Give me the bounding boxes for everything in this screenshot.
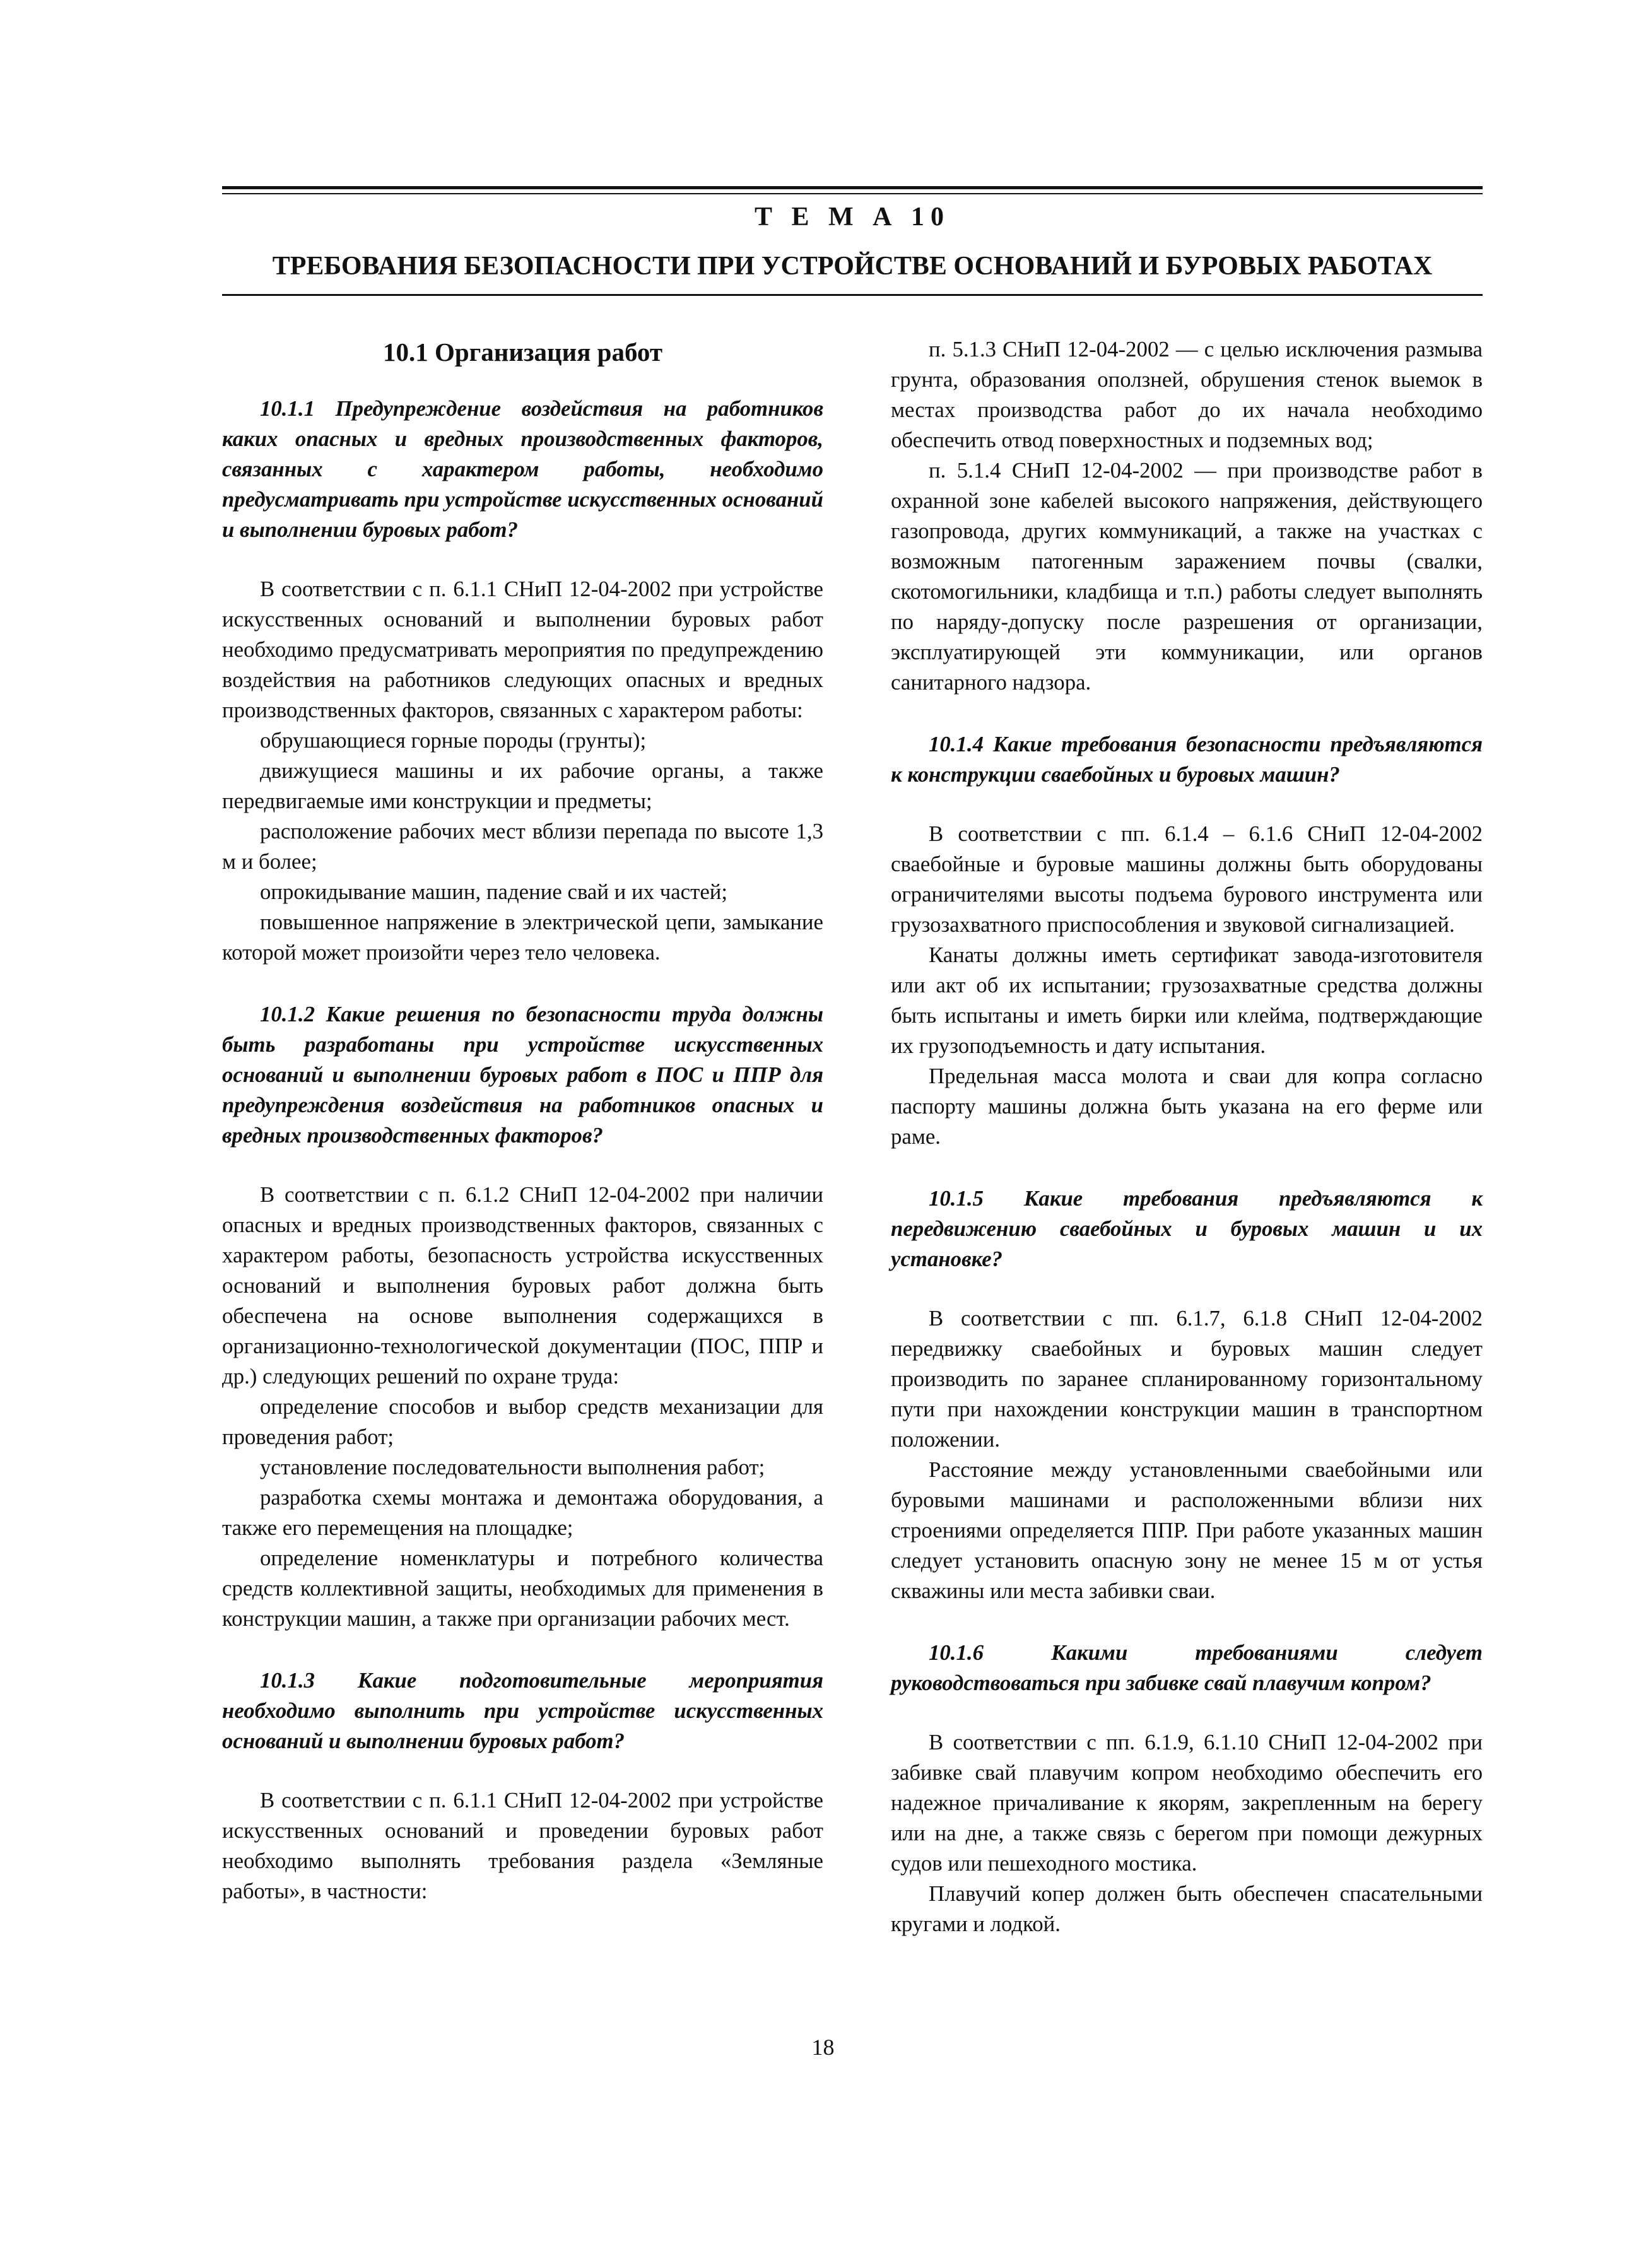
answer-paragraph: Канаты должны иметь сертификат завода-изготовителя или акт об их испытании; грузозахватные средства должны быть испытаны и иметь бирки или клейма, подтверждающие их грузоподъемность и дату испытания. [891,943,1483,1058]
answer-paragraph: определение номенклатуры и потребного количества средств коллективной защиты, необходимых для применения в конструкции машин, а также при организации рабочих мест. [222,1546,823,1631]
question-10-1-6: 10.1.6 Какими требованиями следует руководствоваться при забивке свай плавучим копром? [891,1640,1483,1695]
header-rule-thin [222,193,1483,194]
answer-paragraph: В соответствии с п. 6.1.1 СНиП 12-04-2002 при устройстве искусственных оснований и выполнении буровых работ необходимо предусматривать мероприятия по предупреждению воздействия на работников следующих опасных и вредных производственных факторов, связанных с характером работы: [222,577,823,722]
answer-paragraph: повышенное напряжение в электрической цепи, замыкание которой может произойти через тело человека. [222,910,823,965]
answer-paragraph: п. 5.1.4 СНиП 12-04-2002 — при производстве работ в охранной зоне кабелей высокого напряжения, действующего газопровода, других коммуникаций, а также на участках с возможным патогенным заражением почвы (свалки, скотомогильники, кладбища и т.п.) работы следует выполнять по наряду-допуску после разрешения от организации, эксплуатирующей эти коммуникации, или органов санитарного надзора. [891,458,1483,695]
answer-paragraph: установление последовательности выполнения работ; [260,1455,765,1479]
right-column [891,334,1483,1939]
answer-paragraph: обрушающиеся горные породы (грунты); [260,728,647,753]
answer-paragraph: Предельная масса молота и сваи для копра согласно паспорту машины должна быть указана на его ферме или раме. [891,1064,1483,1149]
question-10-1-3: 10.1.3 Какие подготовительные мероприятия необходимо выполнить при устройстве искусственных оснований и выполнении буровых работ? [222,1668,823,1753]
chapter-title: ТРЕБОВАНИЯ БЕЗОПАСНОСТИ ПРИ УСТРОЙСТВЕ ОСНОВАНИЙ И БУРОВЫХ РАБОТАХ [272,252,1433,281]
left-column [222,334,823,1907]
answer-paragraph: разработка схемы монтажа и демонтажа оборудования, а также его перемещения на площадке; [222,1485,823,1540]
answer-paragraph: Расстояние между установленными сваебойными или буровыми машинами и расположенными вблизи них строениями определяется ППР. При работе указанных машин следует установить опасную зону не менее 15 м от устья скважины или места забивки сваи. [891,1457,1483,1603]
answer-paragraph: опрокидывание машин, падение свай и их частей; [260,879,728,904]
header-rule-thick [222,186,1483,189]
question-10-1-2: 10.1.2 Какие решения по безопасности труда должны быть разработаны при устройстве искусственных оснований и выполнении буровых работ в ПОС и ППР для предупреждения воздействия на работников опасных и вредных производственных факторов? [222,1002,823,1148]
answer-paragraph: расположение рабочих мест вблизи перепада по высоте 1,3 м и более; [222,819,823,874]
title-rule [222,294,1483,296]
answer-paragraph: В соответствии с пп. 6.1.9, 6.1.10 СНиП 12-04-2002 при забивке свай плавучим копром необходимо обеспечить его надежное причаливание к якорям, закрепленным на берегу или на дне, а также связь с берегом при помощи дежурных судов или пешеходного мостика. [891,1730,1483,1876]
answer-paragraph: п. 5.1.3 СНиП 12-04-2002 — с целью исключения размыва грунта, образования оползней, обрушения стенок выемок в местах производства работ до их начала необходимо обеспечить отвод поверхностных и подземных вод; [891,337,1483,452]
answer-paragraph: определение способов и выбор средств механизации для проведения работ; [222,1394,823,1449]
section-heading: 10.1 Организация работ [382,338,663,367]
answer-paragraph: движущиеся машины и их рабочие органы, а также передвигаемые ими конструкции и предметы; [222,758,823,813]
question-10-1-1: 10.1.1 Предупреждение воздействия на работников каких опасных и вредных производственных факторов, связанных с характером работы, необходимо предусматривать при устройстве искусственных оснований и выполнении буровых работ? [222,396,823,542]
answer-paragraph: В соответствии с п. 6.1.1 СНиП 12-04-2002 при устройстве искусственных оснований и проведении буровых работ необходимо выполнять требования раздела «Земляные работы», в частности: [222,1788,823,1903]
answer-paragraph: В соответствии с п. 6.1.2 СНиП 12-04-2002 при наличии опасных и вредных производственных факторов, связанных с характером работы, безопасность устройства искусственных оснований и выполнения буровых работ должна быть обеспечена на основе выполнения содержащихся в организационно-технологической документации (ПОС, ППР и др.) следующих решений по охране труда: [222,1182,823,1389]
answer-paragraph: В соответствии с пп. 6.1.7, 6.1.8 СНиП 12-04-2002 передвижку сваебойных и буровых машин следует производить по заранее спланированному горизонтальному пути при нахождении конструкции машин в транспортном положении. [891,1306,1483,1452]
question-10-1-5: 10.1.5 Какие требования предъявляются к передвижению сваебойных и буровых машин и их установке? [891,1186,1483,1271]
answer-paragraph: В соответствии с пп. 6.1.4 – 6.1.6 СНиП 12-04-2002 сваебойные и буровые машины должны быть оборудованы ограничителями высоты подъема бурового инструмента или грузозахватного приспособления и звуковой сигнализацией. [891,821,1483,937]
topic-label: Т Е М А 10 [755,203,950,232]
question-10-1-4: 10.1.4 Какие требования безопасности предъявляются к конструкции сваебойных и буровых машин? [891,732,1483,787]
page-number: 18 [811,2035,835,2060]
answer-paragraph: Плавучий копер должен быть обеспечен спасательными кругами и лодкой. [891,1881,1483,1936]
